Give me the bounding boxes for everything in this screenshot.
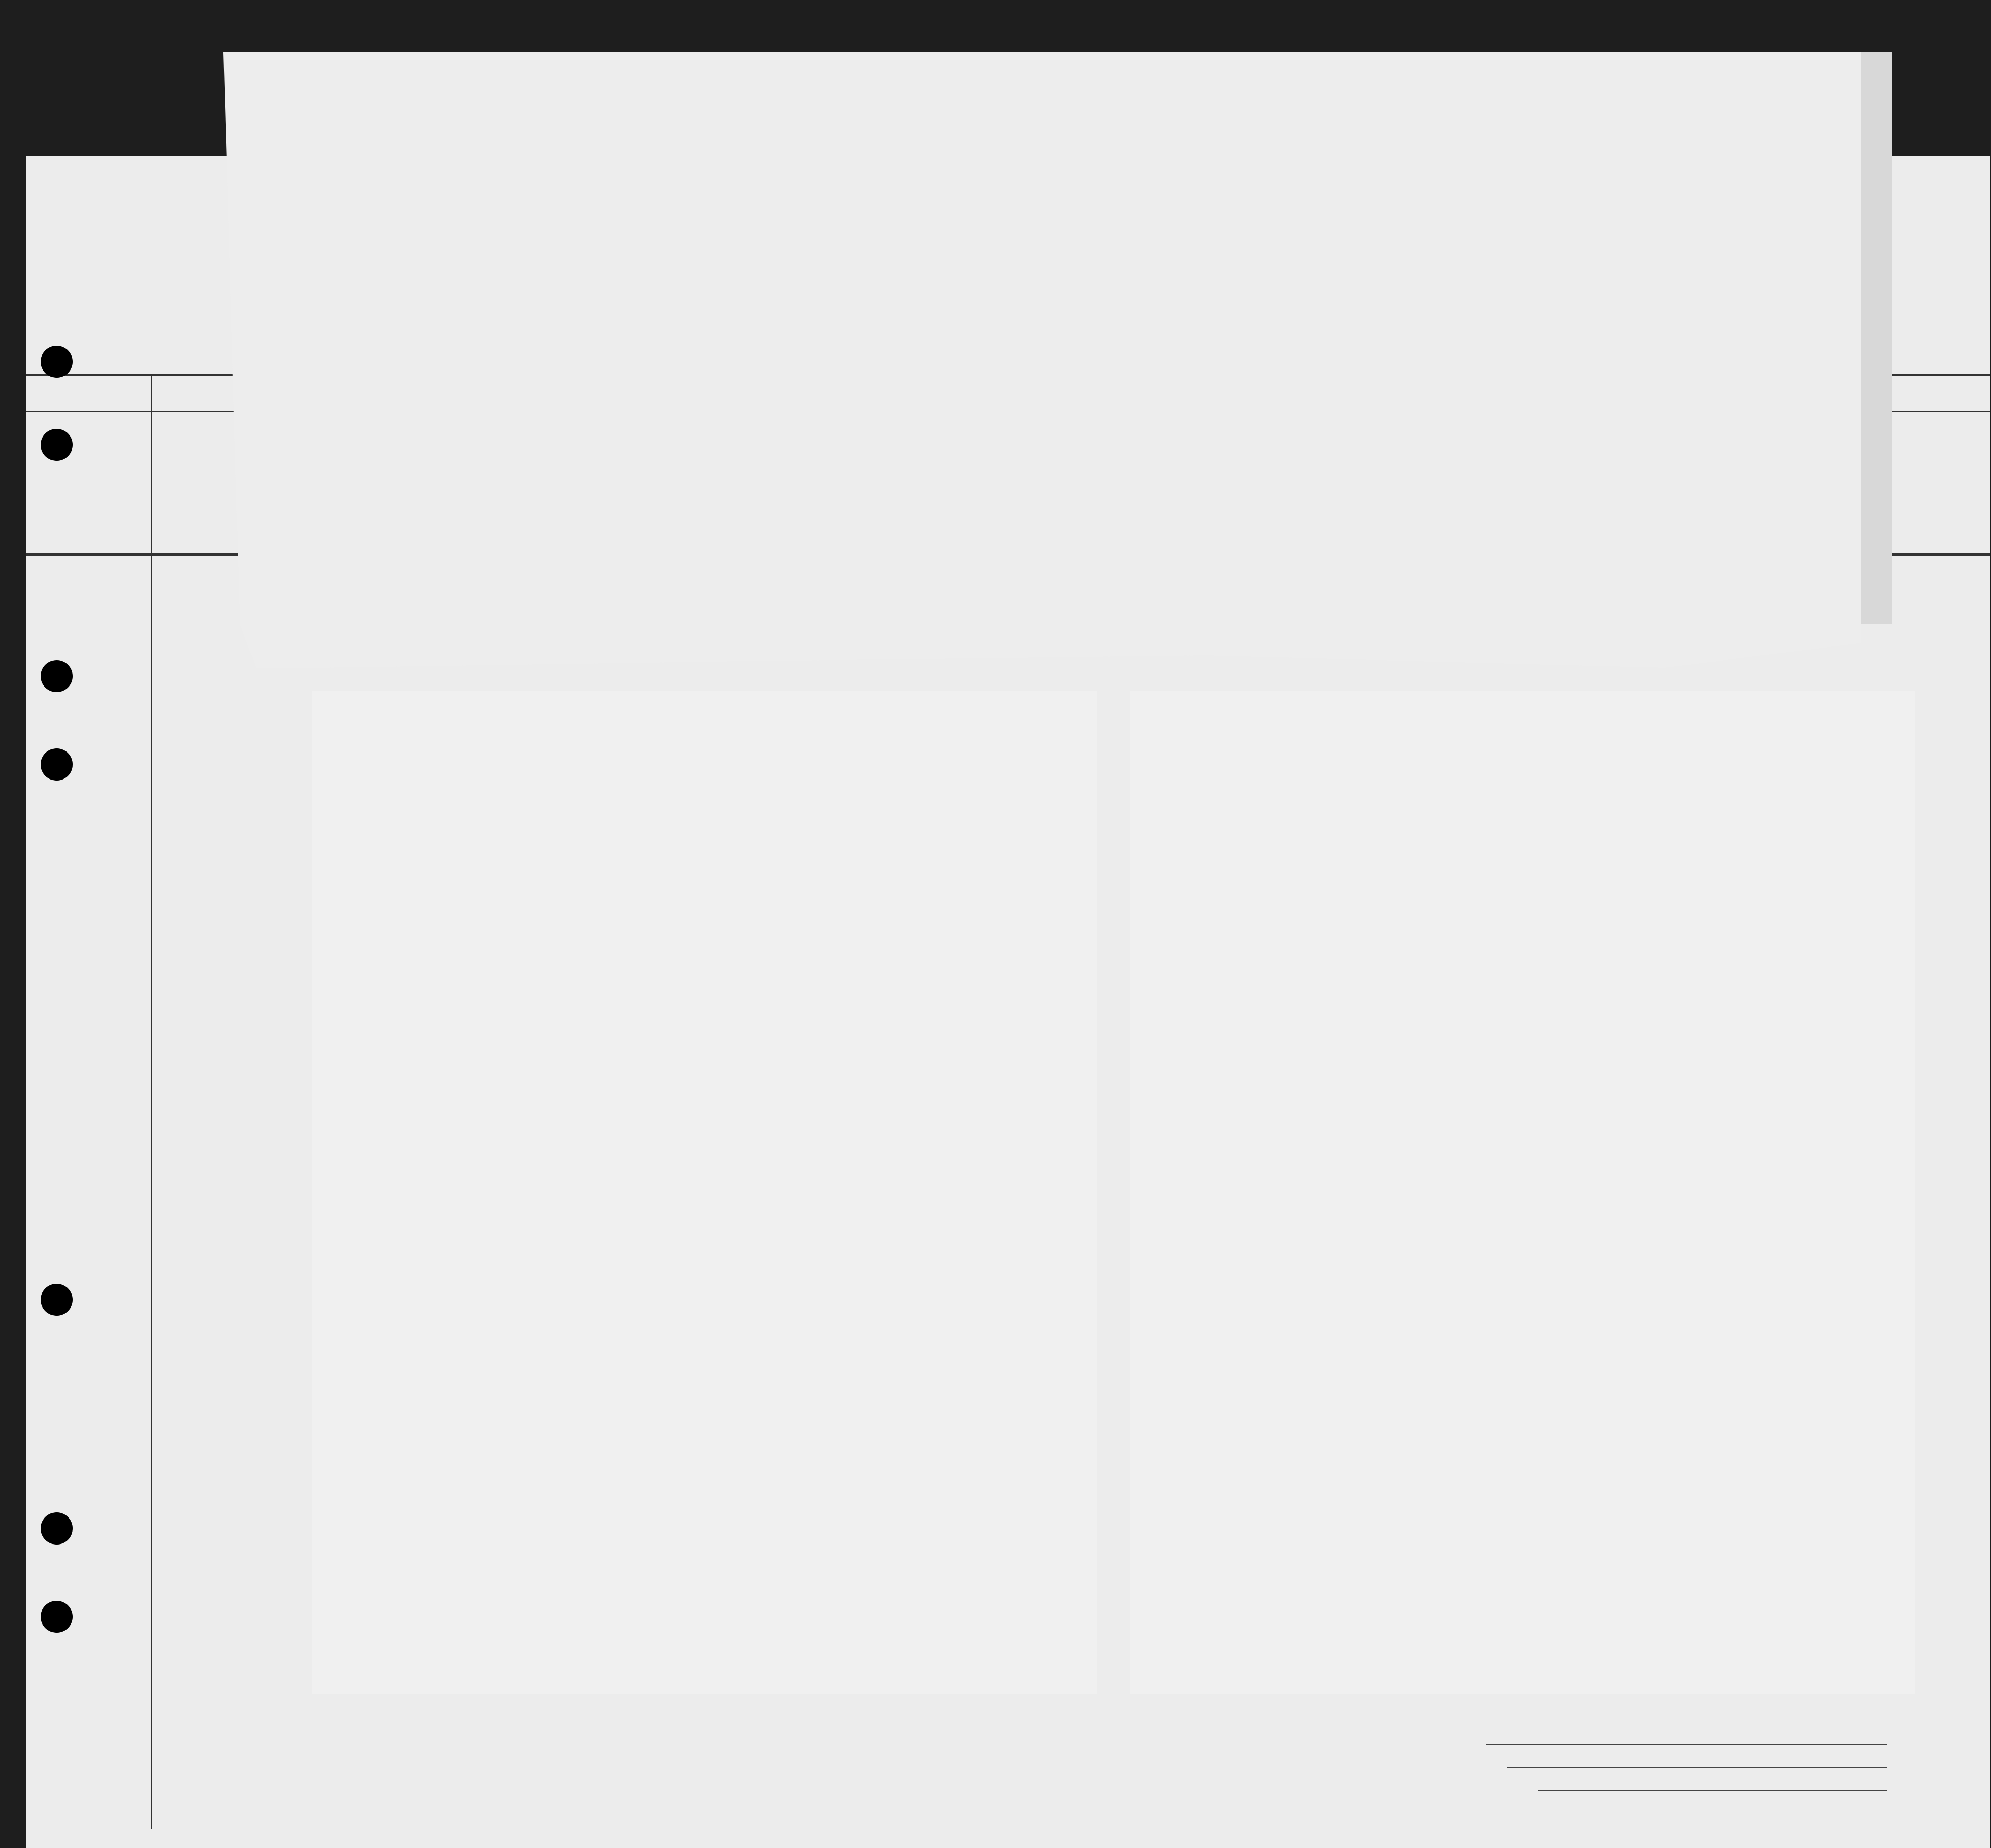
blank-overlay-sheet xyxy=(223,52,1861,668)
punch-hole xyxy=(41,1284,73,1316)
punch-hole xyxy=(41,429,73,461)
information-sheet-right xyxy=(1130,691,1915,1694)
punch-hole xyxy=(41,748,73,781)
punch-hole xyxy=(41,660,73,692)
punch-hole xyxy=(41,1601,73,1633)
information-sheet-left xyxy=(312,691,1097,1694)
underline xyxy=(1538,1790,1887,1791)
punch-hole xyxy=(41,1512,73,1545)
manifest-col-rule xyxy=(151,374,152,1829)
underline xyxy=(1486,1744,1887,1745)
underline xyxy=(1507,1767,1887,1768)
punch-hole xyxy=(41,346,73,378)
